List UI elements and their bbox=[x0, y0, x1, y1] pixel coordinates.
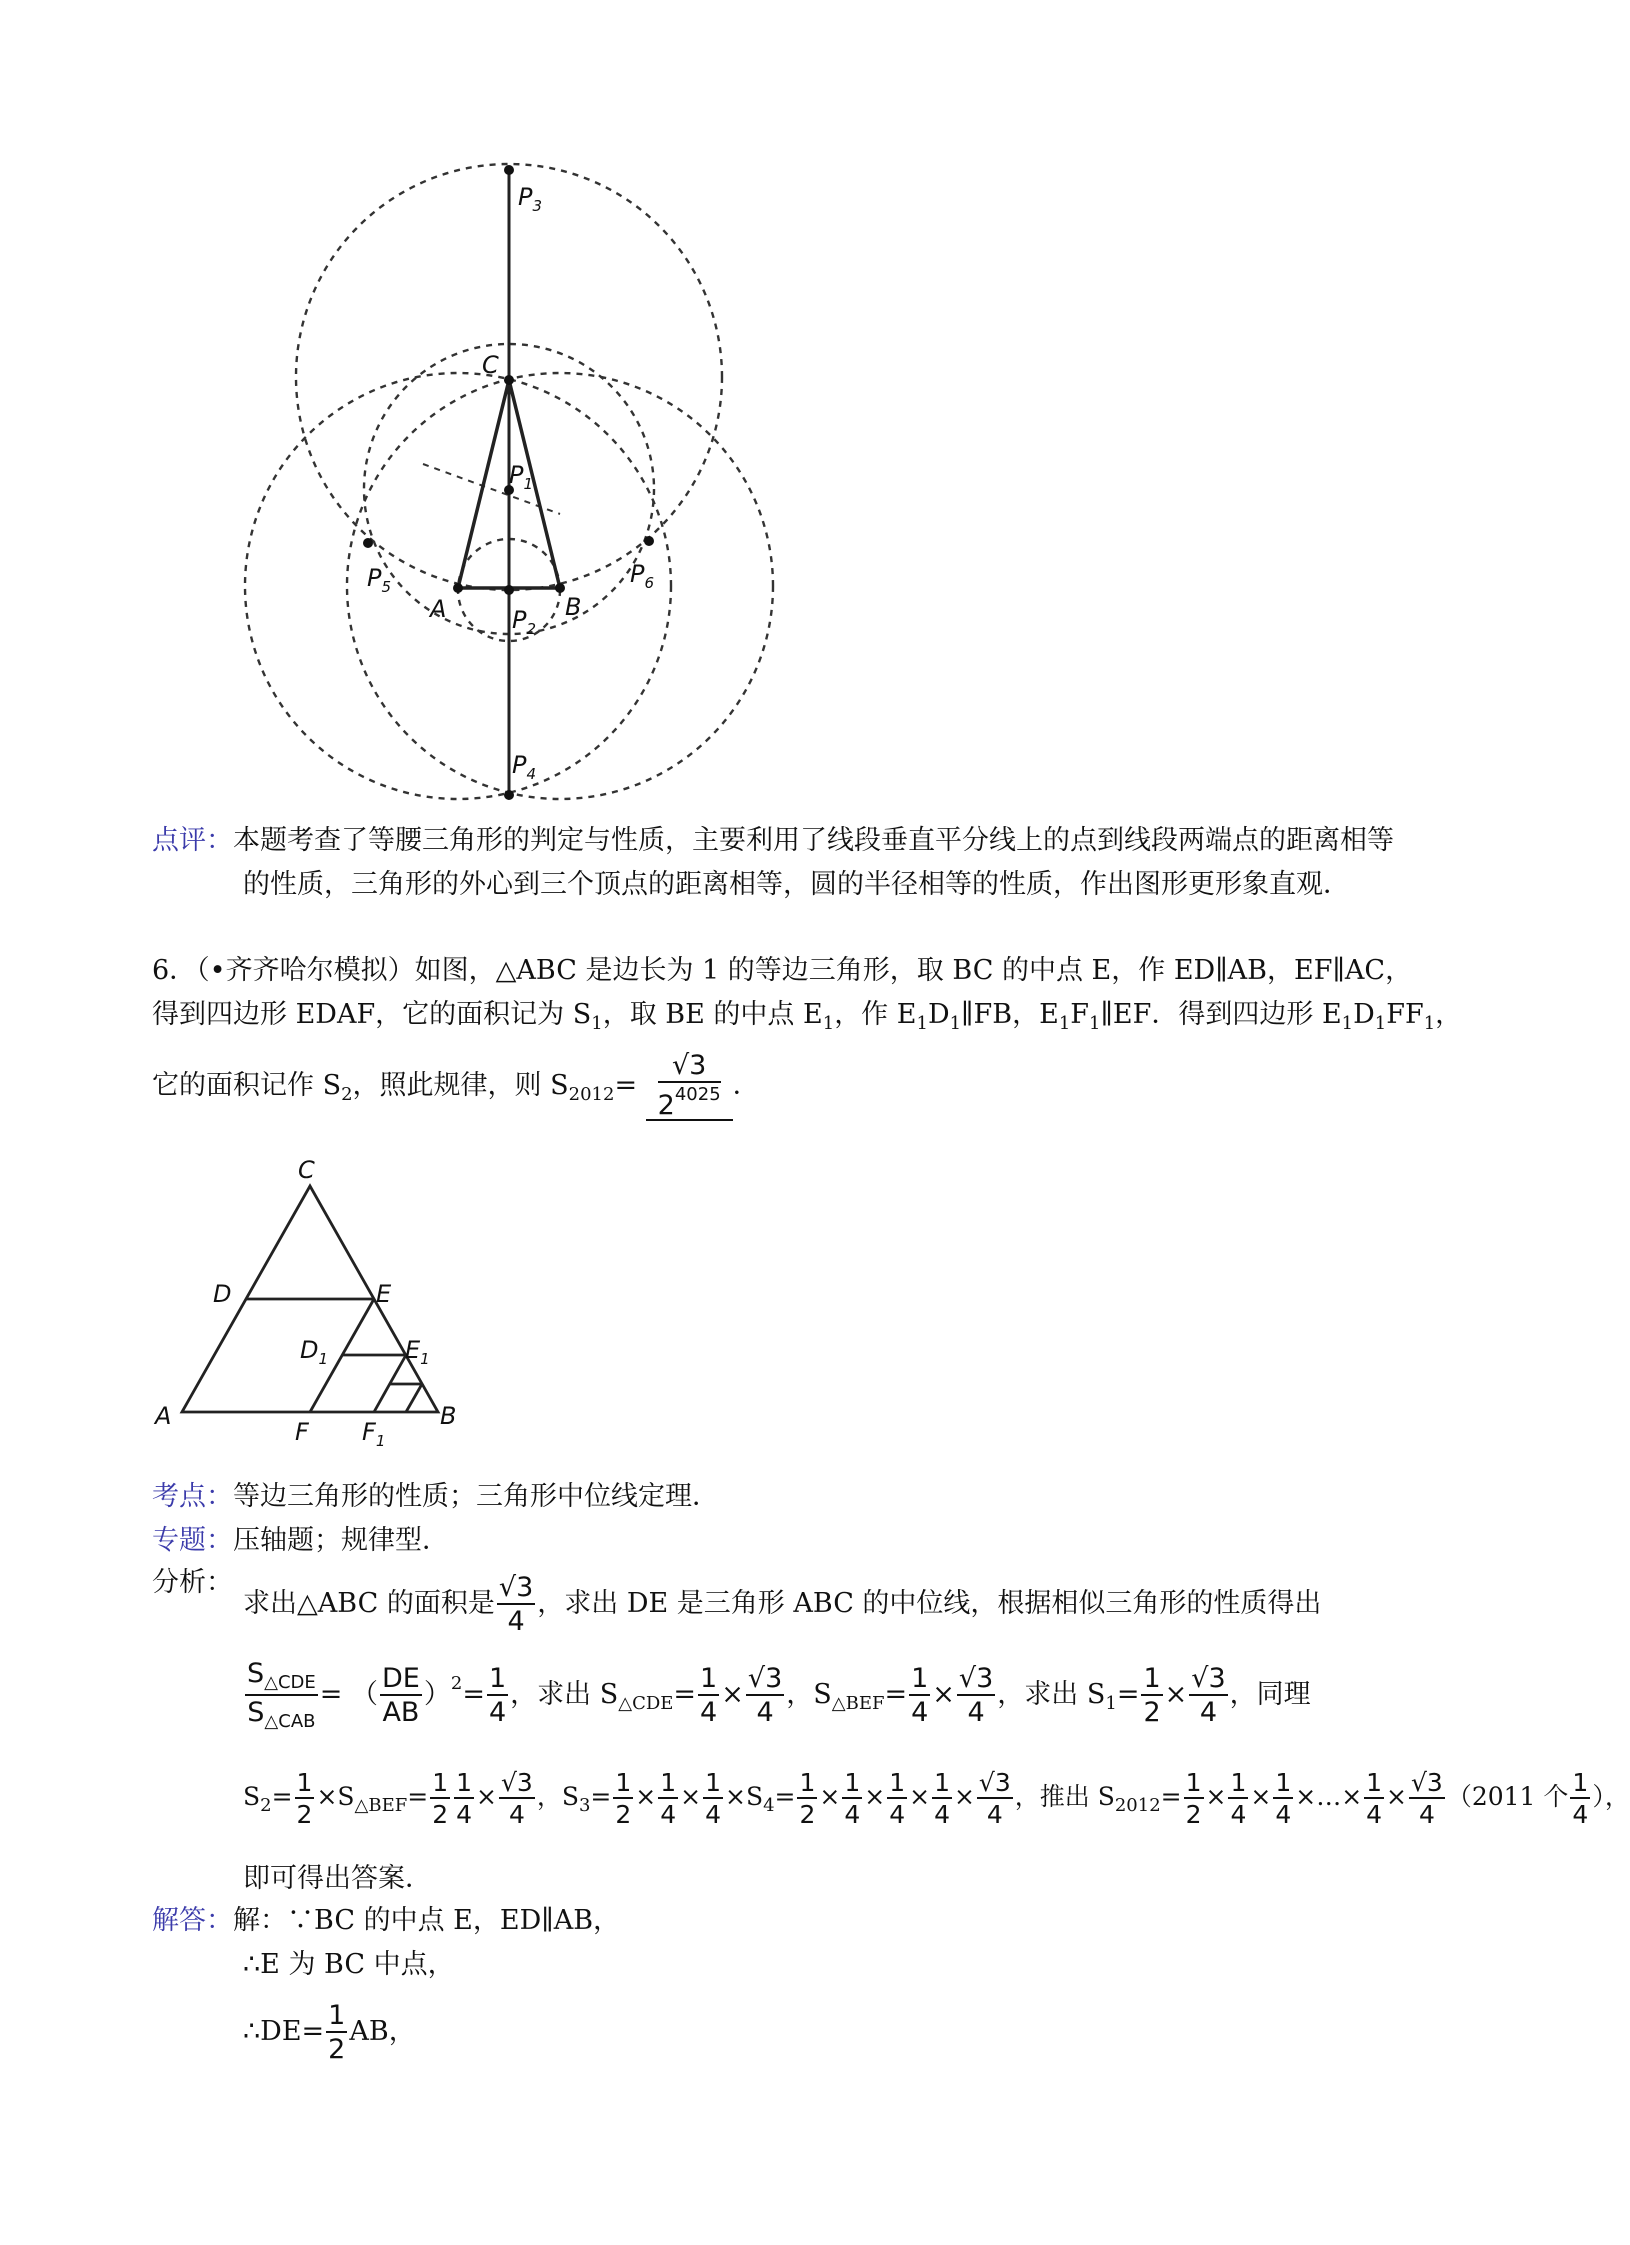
topic-label: 专题： bbox=[152, 1525, 233, 1556]
label-f1: $F_1$ bbox=[362, 1418, 386, 1450]
analysis-line-4: 即可得出答案． bbox=[243, 1863, 432, 1894]
isosceles-construction-figure bbox=[220, 150, 780, 810]
label-f: F bbox=[295, 1418, 309, 1446]
label-c2: C bbox=[298, 1156, 315, 1184]
solution-line-2: ∴E 为 BC 中点， bbox=[243, 1949, 455, 1980]
label-p2: $P_2$ bbox=[512, 606, 537, 638]
label-p1: $P_1$ bbox=[509, 461, 534, 493]
label-a: A bbox=[430, 595, 447, 623]
answer-fraction: $\frac{√3}{2^{4025}}$ bbox=[657, 1050, 721, 1121]
analysis-line-3: $S_2=$ $\frac{1}{2}$ $\times S_{\triangle BEF}=$ $\frac{1}{2}$ $\frac{1}{4}$ × $\frac{√3}{4}$ ，$S_3=$ $\frac{1}{2}$ × $\frac{1}{4}$ × $\frac{1}{4}$ $\times S_4=$ $\frac{1}{2}$ × $\frac{1}{4}$ × $\frac{1}{4}$ × $\frac{1}{4}$ × $\frac{√3}{4}$ ，推出 $S_{2012}=$ $\frac{1}{2}$ × $\frac{1}{4}$ × $\frac{1}{4}$ ×…× $\frac{1}{4}$ × $\frac{√3}{4}$ （2011 个 $\frac{1}{4}$ ）， bbox=[243, 1768, 1630, 1829]
problem-line-3: 它的面积记作 $S_2$，照此规律，则 $S_{2012}=$ $\frac{√3}{2^{4025}}$ ． bbox=[152, 1050, 760, 1121]
label-p4: $P_4$ bbox=[512, 751, 537, 783]
answer-blank bbox=[646, 1052, 733, 1121]
label-b2: B bbox=[440, 1402, 457, 1430]
nested-triangles-figure bbox=[145, 1140, 475, 1450]
topic-row bbox=[152, 1522, 449, 1560]
solution-label: 解答： bbox=[152, 1905, 233, 1936]
comment-label: 点评： bbox=[152, 825, 233, 856]
label-a2: A bbox=[155, 1402, 172, 1430]
label-p3: $P_3$ bbox=[518, 183, 543, 215]
point-label: 考点： bbox=[152, 1481, 233, 1512]
label-p6: $P_6$ bbox=[630, 560, 655, 592]
problem-line-2: 得到四边形 EDAF，它的面积记为 $S_1$，取 BE 的中点 $E_1$，作 $E_1D_1\parallel FB$，$E_1F_1\parallel EF$．得到四边形 $E_1D_1FF_1$， bbox=[152, 999, 1463, 1034]
comment-line-1: 本题考查了等腰三角形的判定与性质，主要利用了线段垂直平分线上的点到线段两端点的距离相等 bbox=[233, 825, 1394, 856]
analysis-line-2: $\frac{S_{\triangle CDE}}{S_{\triangle CAB}}$ = （ $\frac{DE}{AB}$ ）$^2$= $\frac{1}{4}$ ，求出 $S_{\triangle CDE}=$ $\frac{1}{4}$ × $\frac{√3}{4}$ ，$S_{\triangle BEF}=$ $\frac{1}{4}$ × $\frac{√3}{4}$ ，求出 $S_1=$ $\frac{1}{2}$ × $\frac{√3}{4}$ ，同理 bbox=[247, 1658, 1311, 1732]
label-b: B bbox=[565, 593, 582, 621]
solution-line-3: ∴DE= $\frac{1}{2}$ AB， bbox=[243, 2000, 416, 2065]
label-p5: $P_5$ bbox=[367, 564, 392, 596]
topic-text: 压轴题；规律型． bbox=[233, 1525, 449, 1556]
comment-line-2: 的性质，三角形的外心到三个顶点的距离相等，圆的半径相等的性质，作出图形更形象直观． bbox=[243, 869, 1350, 900]
problem-line-1: 6．（•齐齐哈尔模拟）如图，△ABC 是边长为 1 的等边三角形，取 BC 的中点 E，作 ED∥AB，EF∥AC， bbox=[152, 955, 1413, 986]
label-c: C bbox=[482, 351, 499, 379]
analysis-line-1: 求出△ABC 的面积是 $\frac{√3}{4}$ ，求出 DE 是三角形 ABC 的中位线，根据相似三角形的性质得出 bbox=[243, 1572, 1322, 1637]
label-e: E bbox=[376, 1280, 392, 1308]
analysis-label: 分析： bbox=[152, 1567, 233, 1598]
label-d: D bbox=[213, 1280, 232, 1308]
comment-block bbox=[152, 822, 1394, 860]
solution-row-1: 解答：解：∵BC 的中点 E，ED∥AB， bbox=[152, 1905, 621, 1936]
point-text: 等边三角形的性质；三角形中位线定理． bbox=[233, 1481, 719, 1512]
label-e1: $E_1$ bbox=[405, 1336, 430, 1368]
label-d1: $D_1$ bbox=[300, 1336, 329, 1368]
point-row bbox=[152, 1478, 719, 1516]
